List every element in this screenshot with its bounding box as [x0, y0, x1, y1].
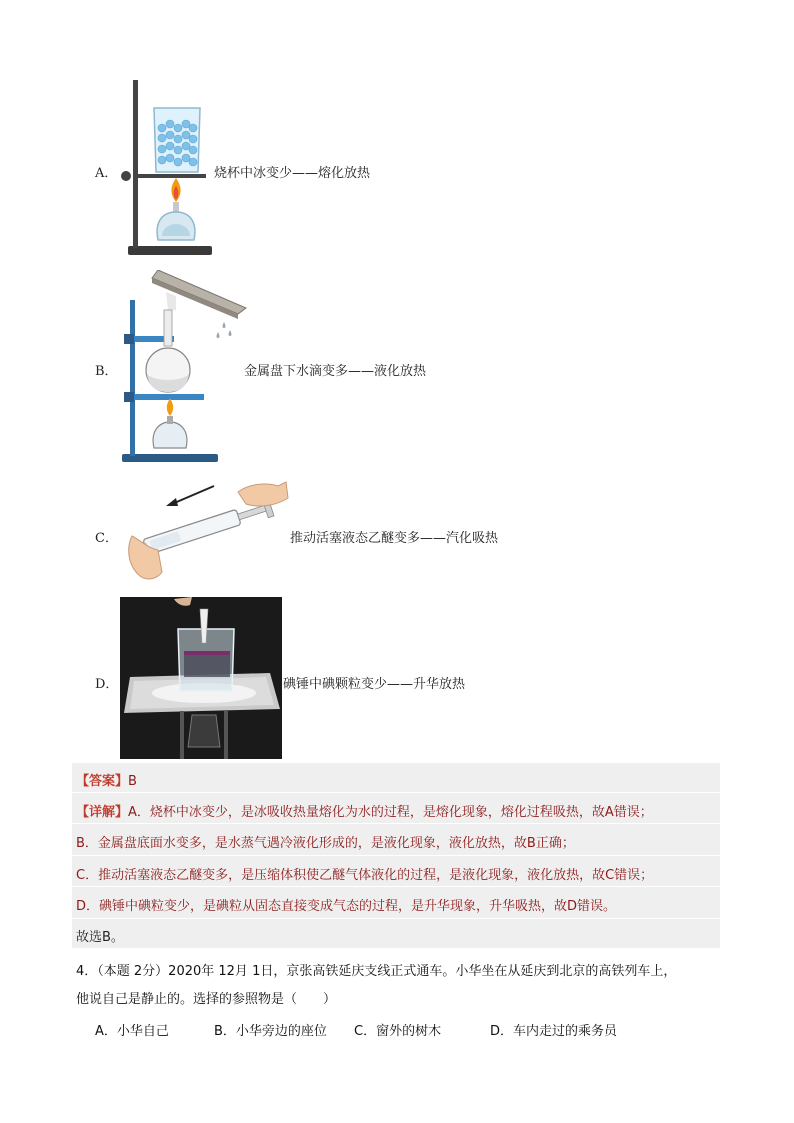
- answer-line: [76, 770, 137, 789]
- option-c-letter: C．: [95, 531, 118, 546]
- question-4-choice-a: A．小华自己: [95, 1024, 169, 1039]
- detail-line-a: [76, 801, 653, 820]
- option-b-text: 金属盘下水滴变多——液化放热: [244, 364, 427, 379]
- detail-line-c: C．推动活塞液态乙醚变多，是压缩体积使乙醚气体液化的过程，是液化现象，液化放热，故C错误；: [76, 868, 654, 883]
- option-c-text: 推动活塞液态乙醚变多——汽化吸热: [290, 531, 499, 546]
- syringe-hands-figure: [118, 478, 290, 584]
- question-4-line-1: 4．（本题 2分）2020年 12月 1日，京张高铁延庆支线正式通车。小华坐在从延庆到北京的高铁列车上，: [76, 964, 677, 979]
- divider: [72, 918, 720, 919]
- detail-label: 【详解】: [76, 805, 129, 820]
- question-4-choice-d: D．车内走过的乘务员: [490, 1024, 618, 1039]
- answer-value: B: [128, 774, 137, 789]
- option-a-letter: A．: [95, 166, 118, 181]
- question-4-line-2: 他说自己是静止的。选择的参照物是（ ）: [76, 992, 337, 1007]
- detail-text-a: A．烧杯中冰变少，是冰吸收热量熔化为水的过程，是熔化现象，熔化过程吸热，故A错误；: [128, 805, 653, 820]
- question-4-choice-c: C．窗外的树木: [354, 1024, 442, 1039]
- option-a-text: 烧杯中冰变少——熔化放热: [214, 166, 371, 181]
- divider: [72, 792, 720, 793]
- answer-label: 【答案】: [76, 774, 129, 789]
- detail-line-b: B．金属盘底面水变多，是水蒸气遇冷液化形成的，是液化现象，液化放热，故B正确；: [76, 836, 575, 851]
- divider: [72, 823, 720, 824]
- iodine-hammer-photo: [120, 597, 282, 759]
- conclusion-line: 故选B。: [76, 930, 124, 945]
- option-d-text: 碘锤中碘颗粒变少——升华放热: [283, 677, 466, 692]
- option-d-letter: D．: [95, 677, 119, 692]
- divider: [72, 886, 720, 887]
- option-b-letter: B．: [95, 364, 118, 379]
- divider: [72, 855, 720, 856]
- question-4-choice-b: B．小华旁边的座位: [214, 1024, 327, 1039]
- detail-line-d: D．碘锤中碘粒变少，是碘粒从固态直接变成气态的过程，是升华现象，升华吸热，故D错误。: [76, 899, 617, 914]
- flask-metal-tray-figure: [118, 270, 248, 465]
- beaker-ice-burner-figure: [118, 80, 214, 260]
